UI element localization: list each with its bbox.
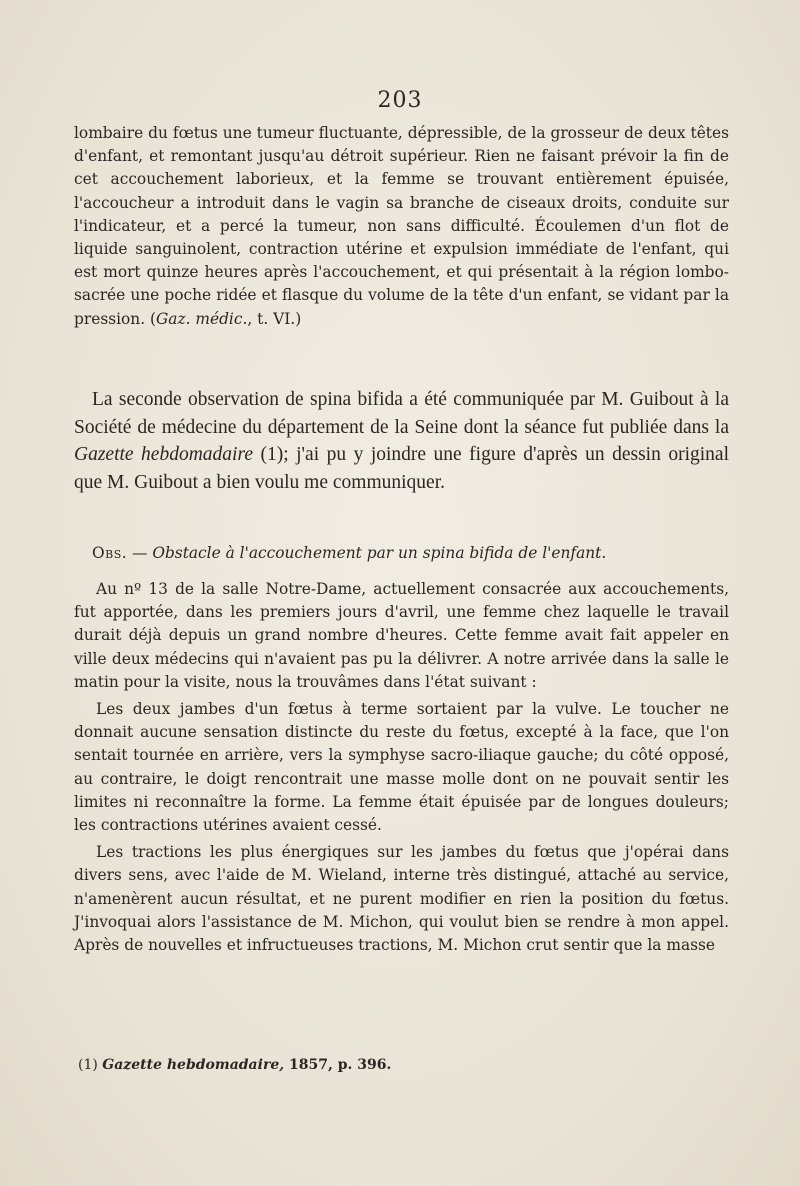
observation-dash: — — [127, 544, 153, 562]
intro-text-part1: La seconde observation de spina bifida a été communiquée par M. Guibout à la Société de médecine du département de la Seine dont la séance fut publiée dans la — [74, 389, 729, 438]
footnote-source: Gazette hebdomadaire, — [102, 1057, 285, 1073]
intro-text-part2: (1); j'ai pu y joindre une figure d'après un dessin original que M. Guibout a bien voulu me communiquer. — [74, 444, 729, 493]
intro-paragraph — [74, 386, 729, 496]
footnote — [78, 1055, 718, 1075]
observation-heading — [92, 542, 732, 564]
body-paragraph: Les tractions les plus énergiques sur les jambes du fœtus que j'opérai dans divers sens, avec l'aide de M. Wieland, interne très distingué, attaché au service, n'amenèrent aucun résultat, et ne purent modifier en rien la position du fœtus. J'invoquai alors l'assistance de M. Michon, qui voulut bien se rendre à mon appel. Après de nouvelles et infructueuses tractions, M. Michon crut sentir que la masse — [74, 843, 729, 955]
intro-text — [74, 386, 729, 496]
footnote-details: 1857, p. 396. — [284, 1057, 392, 1073]
continuation-source: Gaz. médic. — [156, 309, 248, 328]
observation-lead: Obs. — [92, 544, 128, 562]
intro-journal: Gazette hebdomadaire — [74, 444, 253, 465]
observation-title: Obstacle à l'accouchement par un spina bifida de l'enfant. — [152, 544, 607, 562]
body-paragraph: Les deux jambes d'un fœtus à terme sortaient par la vulve. Le toucher ne donnait aucune sensation distincte du reste du fœtus, excepté à la face, que l'on sentait tournée en arrière, vers la symphyse sacro-iliaque gauche; du côté opposé, au contraire, le doigt rencontrait une masse molle dont on ne pouvait sentir les limites ni reconnaître la forme. La femme était épuisée par de longues douleurs; les contractions utérines avaient cessé. — [74, 700, 729, 835]
continuation-paragraph — [74, 122, 729, 331]
body-paragraph: Au nº 13 de la salle Notre-Dame, actuellement consacrée aux accouchements, fut apportée, dans les premiers jours d'avril, une femme chez laquelle le travail durait déjà depuis un grand nombre d'heures. Cette femme avait fait appeler en ville deux médecins qui n'avaient pas pu la délivrer. A notre arrivée dans la salle le matin pour la visite, nous la trouvâmes dans l'état suivant : — [74, 580, 729, 691]
continuation-text — [74, 122, 729, 331]
continuation-text-after: , t. VI.) — [247, 309, 302, 328]
observation-body — [74, 578, 729, 961]
page-number: 203 — [377, 88, 423, 113]
footnote-marker: (1) — [78, 1057, 103, 1073]
continuation-text-before: lombaire du fœtus une tumeur fluctuante, dépressible, de la grosseur de deux têtes d'enfant, et remontant jusqu'au détroit supérieur. Rien ne faisant prévoir la fin de cet accouchement laborieux, et la femme se trouvant entièrement épuisée, l'accoucheur a introduit dans le vagin sa branche de ciseaux droits, conduite sur l'indicateur, et a percé la tumeur, non sans difficulté. Écoulemen d'un flot de liquide sanguinolent, contraction utérine et expulsion immédiate de l'enfant, qui est mort quinze heures après l'accouchement, et qui présentait à la région lombo-sacrée une poche ridée et flasque du volume de la tête d'un enfant, se vidant par la pression. ( — [74, 124, 729, 328]
